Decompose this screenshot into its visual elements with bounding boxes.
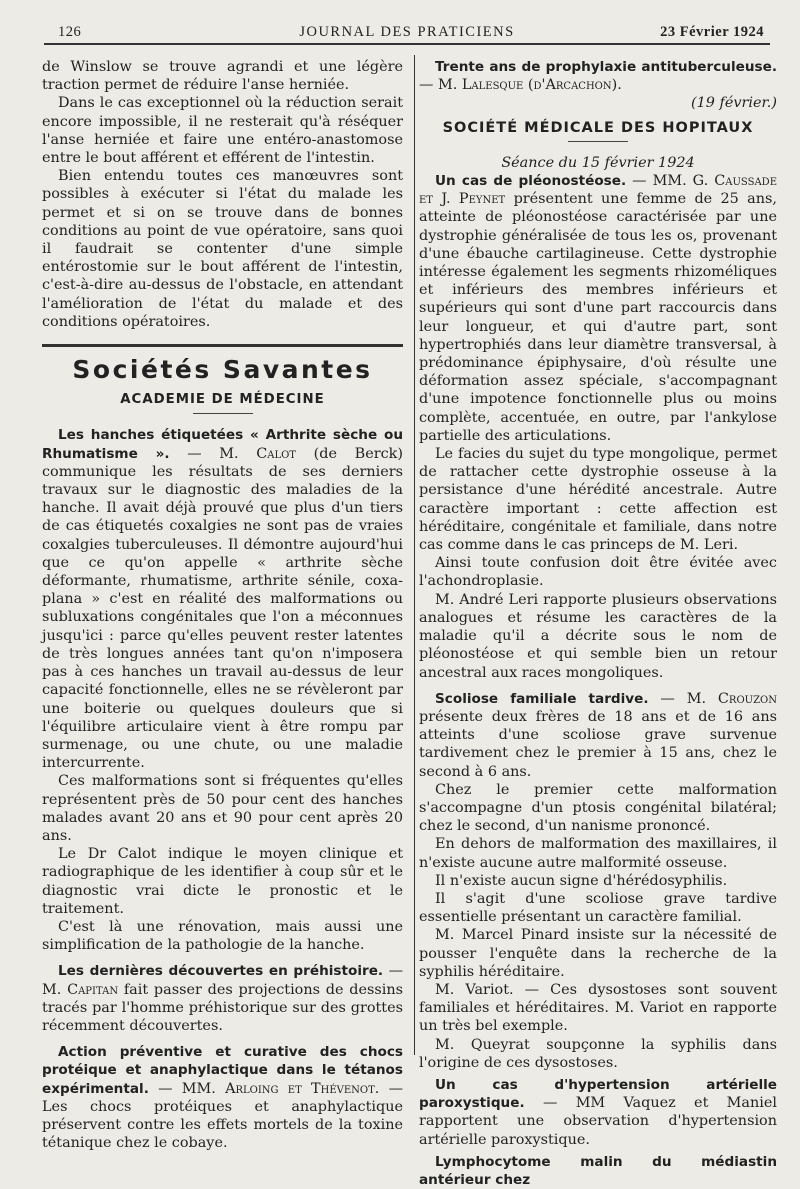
paragraph: Le facies du sujet du type mongolique, permet de rattacher cette dystrophie osseuse à la persistance d'une hérédité ancestrale. Autre caractère important : cette affection est héréditaire, congénitale et familiale, dans notre cas comme dans le cas princeps de M. Leri.: [419, 446, 777, 554]
case-title: Un cas de pléonostéose.: [435, 173, 627, 190]
article-prehistoire: Les dernières découvertes en préhistoire. — M. Capitan fait passer des projections de dessins tracés par l'homme préhistorique sur des grottes récemment découvertes.: [42, 963, 404, 1034]
section-separator: [42, 344, 403, 347]
article-author: M. Calot: [219, 445, 296, 462]
paragraph: En dehors de malformation des maxillaires, il n'existe aucune autre malformité osseuse.: [419, 836, 777, 871]
article-hanches: Les hanches étiquetées « Arthrite sèche ou Rhumatisme ». — M. Calot (de Berck) communique les résultats de ses derniers travaux sur le diagnostic des maladies de la hanche. Il avait déjà prouvé que plus d'un tiers de cas étiquetés coxalgies ne sont pas de vraies coxalgies tuberculeuses. Il démontre aujourd'hui que ce qu'on appelle « arthrite sèche déformante, rhumatisme, arthrite sénile, coxa-plana » c'est en réalité des malformations ou subluxations congénitales que l'on a méconnues jusqu'ici : parce qu'elles peuvent rester latentes de très longues années tant qu'on n'imposera pas à ces hanches un travail au-dessus de leur capacité fonctionnelle, elles ne se révèleront par une boiterie ou quelques douleurs que si l'équilibre articulaire vient à être rompu par surmenage, ou une chute, ou une maladie intercurrente.: [42, 427, 403, 772]
academy-title: ACADEMIE DE MÉDECINE: [120, 392, 325, 408]
right-column: [419, 58, 777, 1189]
paragraph: Le Dr Calot indique le moyen clinique et radiographique de les identifier à coup sûr et le diagnostic vrai dicte le pronostic et le traitement.: [42, 846, 403, 917]
case-hypertension: Un cas d'hypertension artérielle paroxystique. — MM Vaquez et Maniel rapportent une observation d'hypertension artérielle paroxystique.: [419, 1076, 777, 1148]
paragraph: Chez le premier cette malformation s'accompagne d'un ptosis congénital bilatéral; chez le second, d'un nanisme prononcé.: [419, 781, 777, 835]
paragraph: M. Variot. — Ces dysostoses sont souvent familiales et héréditaires. M. Variot en rapporte un très bel exemple.: [419, 981, 777, 1035]
header-rule: [44, 43, 770, 45]
case-pleonosteose: Un cas de pléonostéose. — MM. G. Caussade et J. Peynet présentent une femme de 25 ans, atteinte de pléonostéose caractérisée par une dystrophie généralisée de tous les os, provenant d'une ébauche cartilagineuse. Cette dystrophie intéresse également les segments rhizoméliques et inférieurs des membres inférieurs et supérieurs qui sont d'une part raccourcis dans leur longueur, et qui d'autre part, sont hypertrophiés dans leur diamètre transversal, à prédominance épiphysaire, d'où résulte une déformation assez spéciale, s'accompagnant d'une impotence fonctionnelle plus ou moins complète, accentuée, en outre, par l'ankylose partielle des articulations.: [419, 173, 777, 444]
case-text: présente deux frères de 18 ans et de 16 ans atteints d'une scoliose grave survenue tardivement chez le premier à 15 ans, chez le second à 6 ans.: [419, 708, 777, 780]
session-date: Séance du 15 février 1924: [501, 154, 695, 171]
article-prophylaxie: Trente ans de prophylaxie antituberculeuse. — M. Lalesque (d'Arcachon).: [419, 59, 777, 94]
paragraph: M. André Leri rapporte plusieurs observations analogues et résume les caractères de la maladie qu'il a décrite sous le nom de pléonostéose et qui semble bien un retour ancestral aux races mongoliques.: [419, 591, 777, 681]
article-date: (19 février.): [691, 95, 777, 112]
paragraph: Il n'existe aucun signe d'hérédosyphilis.: [435, 872, 728, 889]
case-scoliose: Scoliose familiale tardive. — M. Crouzon présente deux frères de 18 ans et de 16 ans atteints d'une scoliose grave survenue tardivement chez le premier à 15 ans, chez le second à 6 ans.: [419, 690, 777, 780]
case-title: Scoliose familiale tardive.: [435, 690, 649, 707]
short-rule: [568, 141, 628, 142]
article-text: Les chocs protéiques et anaphylactique préservent contre les effets mortels de la toxine tétanique chez le cobaye.: [42, 1098, 403, 1152]
page-number: 126: [58, 24, 82, 40]
paragraph: Ainsi toute confusion doit être évitée avec l'achondroplasie.: [419, 555, 777, 590]
paragraph: Il s'agit d'une scoliose grave tardive essentielle présentant un caractère familial.: [419, 890, 777, 926]
paragraph: Ces malformations sont si fréquentes qu'elles représentent près de 50 pour cent des hanches malades avant 20 ans et 90 pour cent après 20 ans.: [42, 773, 403, 844]
article-title: Action préventive et curative des chocs protéique et anaphylactique dans le tétanos expérimental.: [42, 1044, 403, 1097]
article-title: Les dernières découvertes en préhistoire.: [58, 963, 384, 980]
society-title: SOCIÉTÉ MÉDICALE DES HOPITAUX: [442, 119, 754, 136]
case-text: MM Vaquez et Maniel rapportent une observation d'hypertension artérielle paroxystique.: [419, 1095, 777, 1148]
paragraph: C'est là une rénovation, mais aussi une simplification de la pathologie de la hanche.: [42, 918, 403, 954]
article-author: M. Lalesque (d'Arcachon).: [437, 77, 622, 94]
column-divider: [414, 55, 415, 1055]
case-title: Un cas d'hypertension artérielle paroxystique.: [419, 1076, 777, 1112]
case-title: Lymphocytome malin du médiastin antérieur chez: [419, 1153, 777, 1188]
journal-title: JOURNAL DES PRATICIENS: [299, 24, 515, 40]
case-authors: MM. G. Caussade et J. Peynet: [419, 173, 777, 208]
article-text: (de Berck) communique les résultats de ses derniers travaux sur le diagnostic des maladies de la hanche. Il avait déjà prouvé que plus d'un tiers de cas étiquetés coxalgies ne sont pas de vraies coxalgies tuberculeuses. Il démontre aujourd'hui que ce qu'on appelle « arthrite sèche déformante, rhumatisme, arthrite sénile, coxa-plana » c'est en réalité des malformations ou subluxations congénitales que l'on a méconnues jusqu'ici : parce qu'elles peuvent rester latentes de très longues années tant qu'on n'imposera pas à ces hanches un travail au-dessus de leur capacité fonctionnelle, elles ne se révèleront par une boiterie ou quelques douleurs que si l'équilibre articulaire vient à être rompu par surmenage, ou une chute, ou une maladie intercurrente.: [42, 445, 403, 772]
short-rule: [193, 413, 253, 414]
issue-date: 23 Février 1924: [660, 24, 764, 40]
paragraph: Dans le cas exceptionnel où la réduction serait encore impossible, il ne resterait qu'à réséquer l'anse herniée et faire une entéro-anastomose entre le bout afférent et efférent de l'intestin.: [42, 95, 403, 167]
case-author: M. Crouzon: [686, 690, 777, 707]
case-lymphocytome: [419, 1153, 777, 1189]
article-authors: MM. Arloing et Thévenot.: [181, 1080, 380, 1097]
article-title: Trente ans de prophylaxie antituberculeuse.: [435, 59, 777, 75]
paragraph: de Winslow se trouve agrandi et une légère traction permet de réduire l'anse herniée.: [42, 59, 403, 94]
article-tetanos: Action préventive et curative des chocs protéique et anaphylactique dans le tétanos expérimental. — MM. Arloing et Thévenot. — Les chocs protéiques et anaphylactique préservent contre les effets mortels de la toxine tétanique chez le cobaye.: [42, 1044, 403, 1152]
article-title: Les hanches étiquetées « Arthrite sèche ou Rhumatisme ».: [42, 427, 403, 462]
article-text: fait passer des projections de dessins tracés par l'homme préhistorique sur des grottes récemment découvertes.: [42, 981, 403, 1034]
left-column: [42, 58, 403, 1152]
paragraph: M. Marcel Pinard insiste sur la nécessité de pousser l'enquête dans la recherche de la syphilis héréditaire.: [419, 927, 777, 980]
page-header: [44, 22, 770, 44]
case-text: présentent une femme de 25 ans, atteinte de pléonostéose caractérisée par une dystrophie généralisée de tous les os, provenant d'une ébauche cartilagineuse. Cette dystrophie intéresse également les segments rhizoméliques et inférieurs des membres inférieurs et supérieurs qui sont d'une part raccourcis dans leur longueur, et qui d'autre part, sont hypertrophiés dans leur diamètre transversal, à prédominance épiphysaire, d'où résulte une déformation assez spéciale, s'accompagnant d'une impotence fonctionnelle plus ou moins complète, accentuée, en outre, par l'ankylose partielle des articulations.: [419, 191, 777, 444]
paragraph: Bien entendu toutes ces manœuvres sont possibles à exécuter si l'état du malade les permet et si on se trouve dans de bonnes conditions au point de vue opératoire, sans quoi il faudrait se contenter d'une simple entérostomie sur le bout afférent de l'intestin, c'est-à-dire au-dessus de l'obstacle, en attendant l'amélioration de l'état du malade et des conditions opératoires.: [42, 168, 403, 330]
article-author: M. Capitan: [42, 981, 119, 998]
paragraph: M. Queyrat soupçonne la syphilis dans l'origine de ces dysostoses.: [419, 1036, 777, 1071]
section-title: Sociétés Savantes: [72, 355, 373, 385]
